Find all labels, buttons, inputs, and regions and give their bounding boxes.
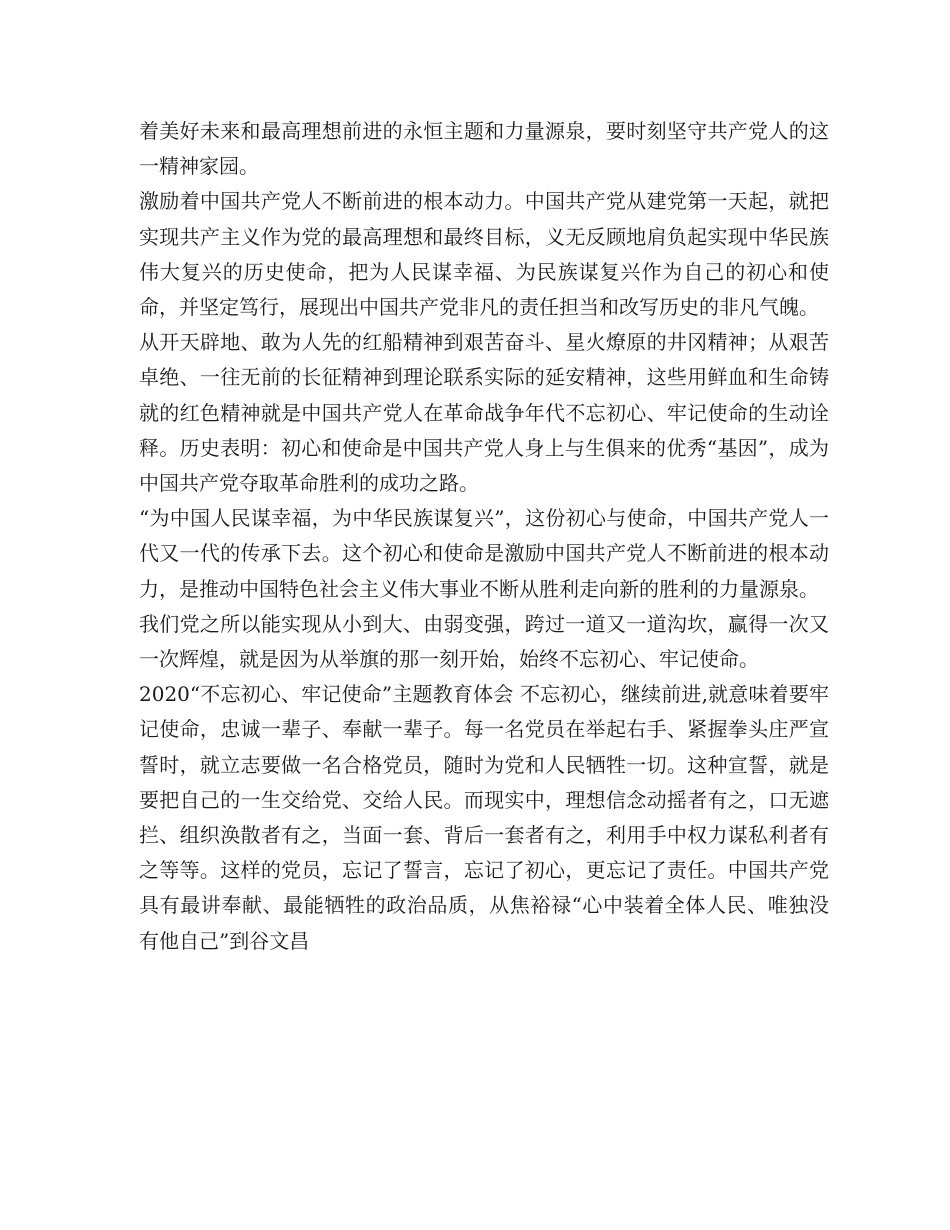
- paragraph-4: “为中国人民谋幸福，为中华民族谋复兴”，这份初心与使命，中国共产党人一代又一代的传承下去。这个初心和使命是激励中国共产党人不断前进的根本动力，是推动中国特色社会主义伟大事业不断从胜利走向新的胜利的力量源泉。: [139, 506, 829, 601]
- document-body: [139, 114, 829, 959]
- paragraph-5: 我们党之所以能实现从小到大、由弱变强，跨过一道又一道沟坎，赢得一次又一次辉煌，就是因为从举旗的那一刻开始，始终不忘初心、牢记使命。: [139, 611, 829, 672]
- paragraph-1: 着美好未来和最高理想前进的永恒主题和力量源泉，要时刻坚守共产党人的这一精神家园。: [139, 119, 829, 179]
- paragraph-2: 激励着中国共产党人不断前进的根本动力。中国共产党从建党第一天起，就把实现共产主义作为党的最高理想和最终目标，义无反顾地肩负起实现中华民族伟大复兴的历史使命，把为人民谋幸福、为民族谋复兴作为自己的初心和使命，并坚定笃行，展现出中国共产党非凡的责任担当和改写历史的非凡气魄。: [139, 189, 829, 320]
- paragraph-6: 2020“不忘初心、牢记使命”主题教育体会 不忘初心，继续前进,就意味着要牢记使命，忠诚一辈子、奉献一辈子。每一名党员在举起右手、紧握拳头庄严宣誓时，就立志要做一名合格党员，随时为党和人民牺牲一切。这种宣誓，就是要把自己的一生交给党、交给人民。而现实中，理想信念动摇者有之，口无遮拦、组织涣散者有之，当面一套、背后一套者有之，利用手中权力谋私利者有之等等。这样的党员，忘记了誓言，忘记了初心，更忘记了责任。中国共产党具有最讲奉献、最能牺牲的政治品质，从焦裕禄“心中装着全体人民、唯独没有他自己”到谷文昌: [139, 682, 829, 953]
- paragraph-3: 从开天辟地、敢为人先的红船精神到艰苦奋斗、星火燎原的井冈精神；从艰苦卓绝、一往无前的长征精神到理论联系实际的延安精神，这些用鲜血和生命铸就的红色精神就是中国共产党人在革命战争年代不忘初心、牢记使命的生动诠释。历史表明：初心和使命是中国共产党人身上与生俱来的优秀“基因”，成为中国共产党夺取革命胜利的成功之路。: [139, 330, 829, 496]
